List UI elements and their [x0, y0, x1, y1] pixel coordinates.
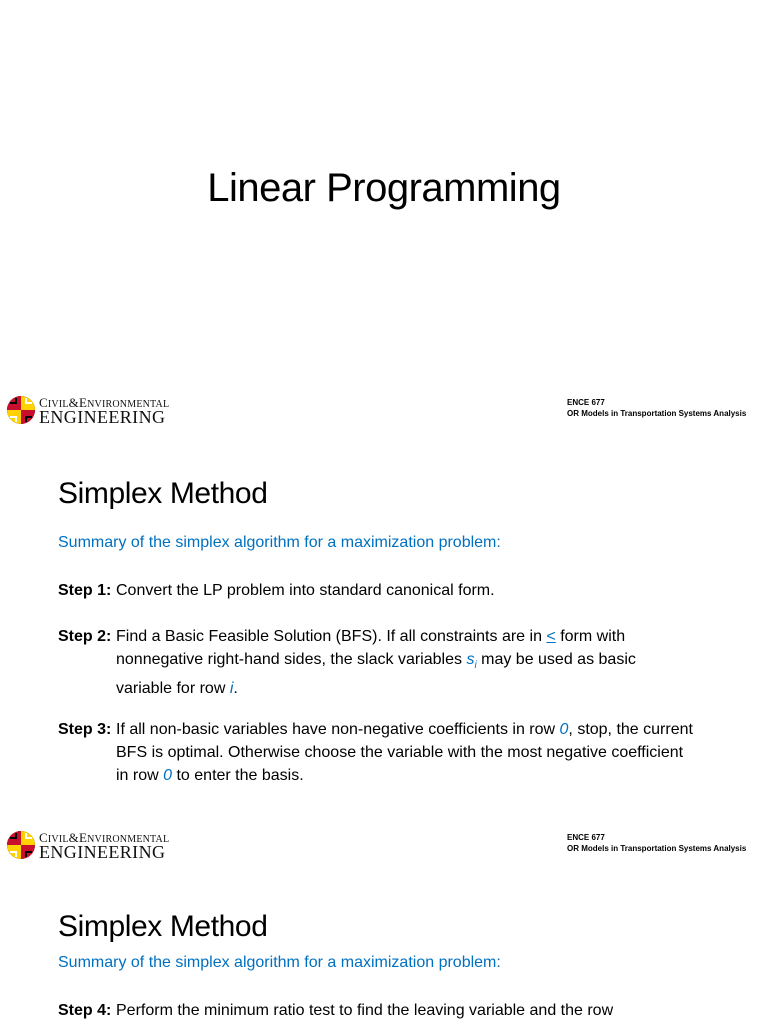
step-2-label: Step 2:: [58, 628, 112, 645]
course-name: OR Models in Transportation Systems Analysis: [567, 409, 747, 418]
step-3-label: Step 3:: [58, 721, 112, 738]
course-code: ENCE 677: [567, 398, 605, 407]
course-header: [567, 832, 746, 854]
maryland-flag-icon: [6, 394, 36, 426]
simplex-slide-1: [0, 380, 768, 810]
logo-line-2: ENGINEERING: [39, 842, 166, 862]
simplex-slide-2: [0, 815, 768, 1024]
course-header: [567, 397, 746, 419]
step-4-label: Step 4:: [58, 1002, 112, 1019]
main-title: Linear Programming: [207, 166, 561, 210]
step-3-text: If all non-basic variables have non-negative coefficients in row 0, stop, the current BFS is optimal. Otherwise choose the variable with the most negative coefficient in row 0 to enter the basis.: [116, 721, 693, 784]
step-1-label: Step 1:: [58, 582, 112, 599]
logo-line-1: CIVIL&ENVIRONMENTAL: [39, 830, 170, 845]
slide-title: Simplex Method: [58, 910, 268, 943]
slide-title: Simplex Method: [58, 477, 268, 510]
step-2-text: Find a Basic Feasible Solution (BFS). If all constraints are in < form with nonnegative right-hand sides, the slack variables $s_i$ may be used as basic variable for row i.: [116, 628, 636, 698]
course-name: OR Models in Transportation Systems Analysis: [567, 844, 747, 853]
logo-line-2: ENGINEERING: [39, 407, 166, 427]
step-1-text: Convert the LP problem into standard canonical form.: [116, 582, 495, 599]
logo-line-1: CIVIL&ENVIRONMENTAL: [39, 395, 170, 410]
title-slide: [0, 0, 768, 370]
course-code: ENCE 677: [567, 833, 605, 842]
slide-subtitle: Summary of the simplex algorithm for a maximization problem:: [58, 954, 501, 971]
maryland-flag-icon: [6, 829, 36, 861]
step-4-text: Perform the minimum ratio test to find the leaving variable and the row: [116, 1002, 614, 1019]
slide-subtitle: Summary of the simplex algorithm for a maximization problem:: [58, 534, 501, 551]
